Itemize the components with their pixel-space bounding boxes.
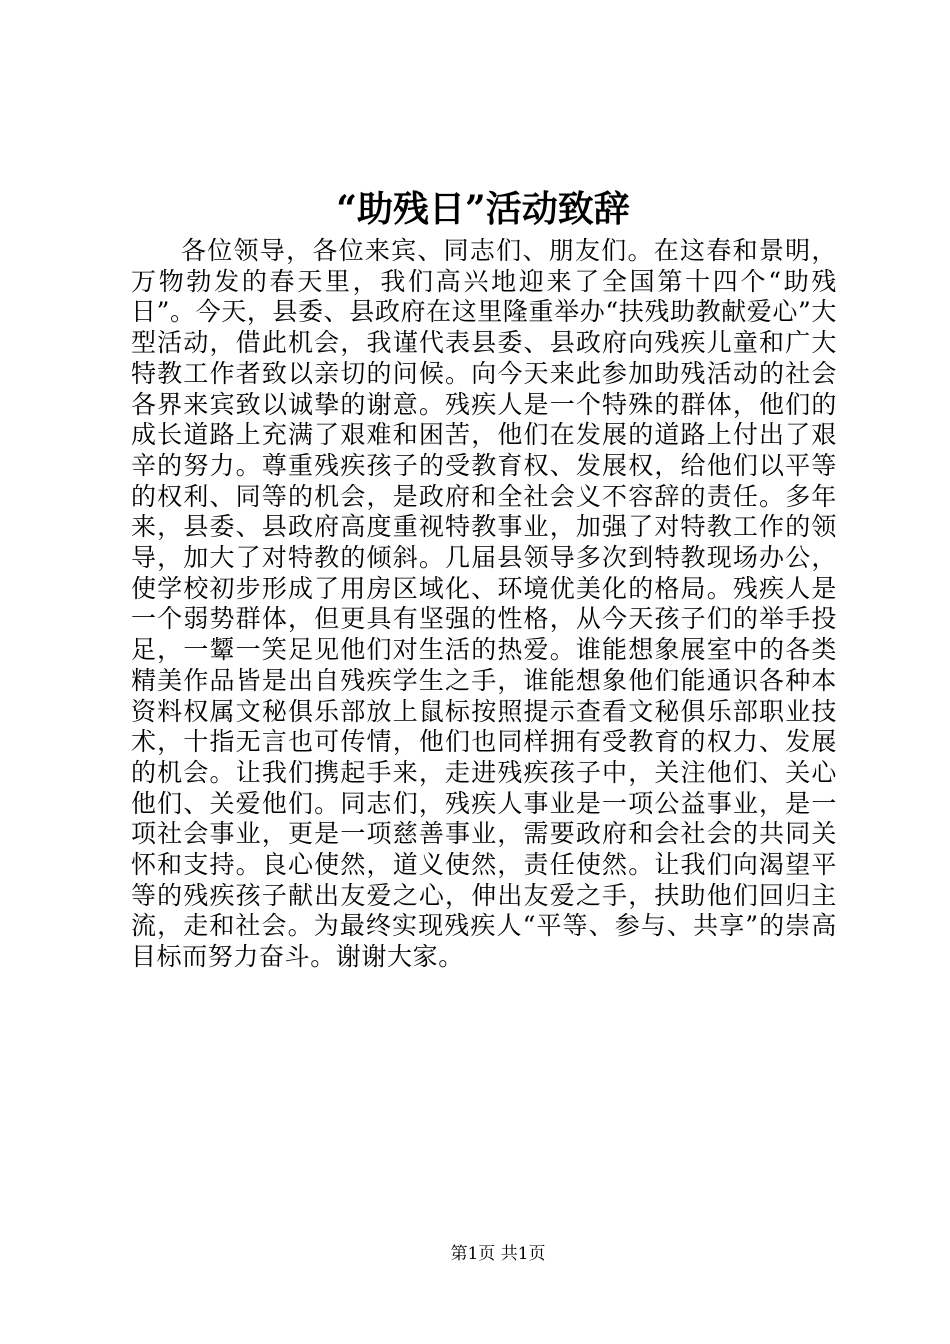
page-footer: 第1页 共1页 [450,1244,546,1264]
document-title: “助残日”活动致辞 [336,188,630,230]
document-body: 各位领导，各位来宾、同志们、朋友们。在这春和景明，万物勃发的春天里，我们高兴地迎来了全国第十四个“助残日”。今天，县委、县政府在这里隆重举办“扶残助教献爱心”大型活动，借此机会，我谨代表县委、县政府向残疾儿童和广大特教工作者致以亲切的问候。向今天来此参加助残活动的社会各界来宾致以诚挚的谢意。残疾人是一个特殊的群体，他们的成长道路上充满了艰难和困苦，他们在发展的道路上付出了艰辛的努力。尊重残疾孩子的受教育权、发展权，给他们以平等的权利、同等的机会，是政府和全社会义不容辞的责任。多年来，县委、县政府高度重视特教事业，加强了对特教工作的领导，加大了对特教的倾斜。几届县领导多次到特教现场办公，使学校初步形成了用房区域化、环境优美化的格局。残疾人是一个弱势群体，但更具有坚强的性格，从今天孩子们的举手投足，一颦一笑足见他们对生活的热爱。谁能想象展室中的各类精美作品皆是出自残疾学生之手，谁能想象他们能通识各种本资料权属文秘俱乐部放上鼠标按照提示查看文秘俱乐部职业技术，十指无言也可传情，他们也同样拥有受教育的权力、发展的机会。让我们携起手来，走进残疾孩子中，关注他们、关心他们、关爱他们。同志们，残疾人事业是一项公益事业，是一项社会事业，更是一项慈善事业，需要政府和会社会的共同关怀和支持。良心使然，道义使然，责任使然。让我们向渴望平等的残疾孩子献出友爱之心，伸出友爱之手，扶助他们回归主流，走和社会。为最终实现残疾人“平等、参与、共享”的崇高目标而努力奋斗。谢谢大家。 [131,236,837,972]
